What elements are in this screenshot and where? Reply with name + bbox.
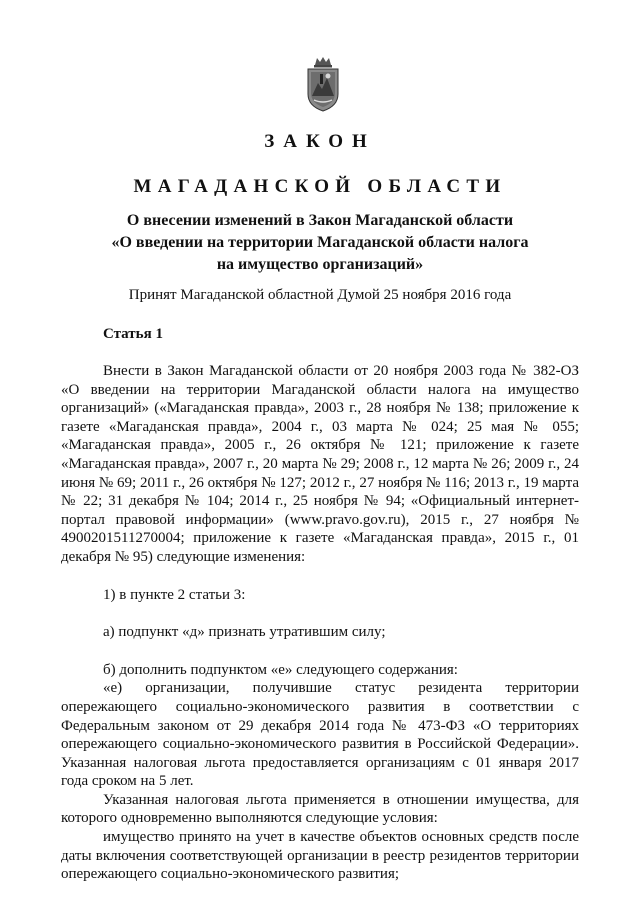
article-body bbox=[61, 362, 579, 884]
paragraph: Внести в Закон Магаданской области от 20 ноября 2003 года № 382-ОЗ «О введении на территории Магаданской области налога на имущество организаций» («Магаданская правда», 2003 г., 28 ноября № 138; приложение к газете «Магаданская правда», 2004 г., 03 марта № 024; 25 мая № 055; «Магаданская правда», 2005 г., 26 октября № 121; приложение к газете «Магаданская правда», 2007 г., 20 марта № 29; 2008 г., 12 марта № 26; 2009 г., 24 июня № 69; 2011 г., 26 октября № 127; 2012 г., 27 ноября № 116; 2013 г., 19 марта № 22; 31 декабря № 104; 2014 г., 25 ноября № 94; «Официальный интернет-портал правовой информации» (www.pravo.gov.ru), 2015 г., 27 ноября № 4900201511270004; приложение к газете «Магаданская правда», 2015 г., 01 декабря № 95) следующие изменения: bbox=[61, 363, 579, 565]
law-title: ЗАКОН bbox=[264, 131, 376, 152]
heading-line: «О введении на территории Магаданской области налога bbox=[111, 234, 529, 251]
heading-line: О внесении изменений в Закон Магаданской области bbox=[126, 212, 514, 229]
paragraph: а) подпункт «д» признать утратившим силу; bbox=[103, 624, 386, 641]
adoption-note: Принят Магаданской областной Думой 25 ноября 2016 года bbox=[128, 287, 512, 303]
law-heading bbox=[60, 210, 580, 276]
heading-line: на имущество организаций» bbox=[216, 256, 424, 273]
paragraph: 1) в пункте 2 статьи 3: bbox=[103, 586, 246, 603]
coat-of-arms-icon bbox=[303, 56, 343, 112]
paragraph: б) дополнить подпунктом «е» следующего содержания: bbox=[103, 661, 458, 678]
region-title: МАГАДАНСКОЙ ОБЛАСТИ bbox=[133, 176, 507, 197]
paragraph: имущество принято на учет в качестве объектов основных средств после даты включения соответствующей организации в реестр резидентов территории опережающего социально-экономического развития; bbox=[61, 829, 579, 883]
article-heading: Статья 1 bbox=[103, 326, 163, 342]
paragraph: «е) организации, получившие статус резидента территории опережающего социально-экономического развития в соответствии с Федеральным законом от 29 декабря 2014 года № 473-ФЗ «О территориях опережающего социально-экономического развития в Российской Федерации». Указанная налоговая льгота предоставляется организациям с 01 января 2017 года сроком на 5 лет. bbox=[61, 680, 579, 790]
paragraph: Указанная налоговая льгота применяется в отношении имущества, для которого одновременно выполняются следующие условия: bbox=[61, 791, 579, 827]
